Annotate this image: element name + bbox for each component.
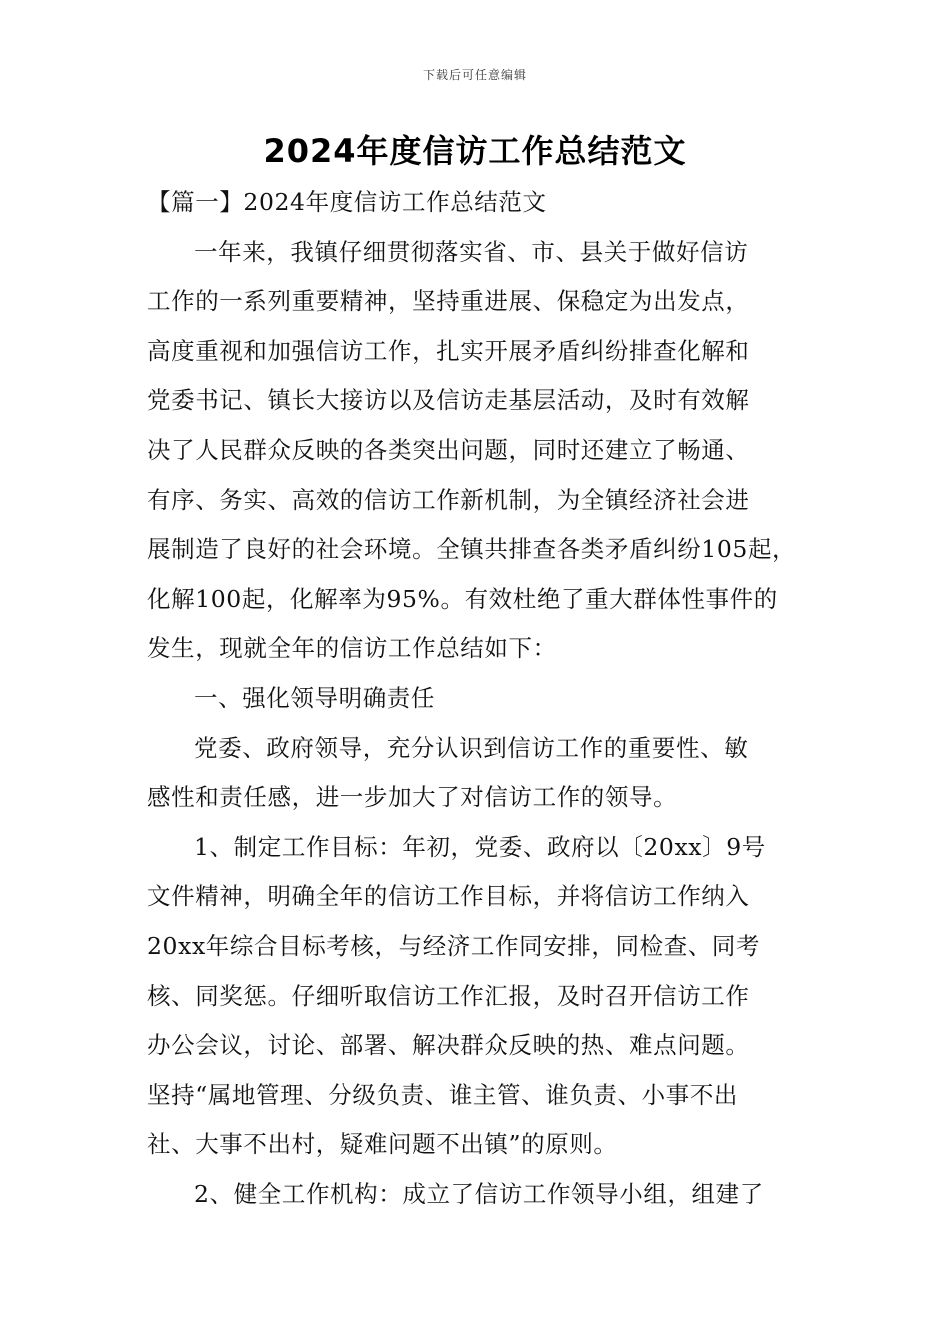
text-line: 一、强化领导明确责任 [194,683,435,712]
text-line: 办公会议，讨论、部署、解决群众反映的热、难点问题。 [147,1031,750,1060]
text-line: 化解100起，化解率为95%。有效杜绝了重大群体性事件的 [147,584,778,613]
text-line: 决了人民群众反映的各类突出问题，同时还建立了畅通、 [147,435,750,464]
text-line: 社、大事不出村，疑难问题不出镇”的原则。 [147,1130,618,1159]
text-line: 20xx年综合目标考核，与经济工作同安排，同检查、同考 [147,931,761,960]
text-line: 有序、务实、高效的信访工作新机制，为全镇经济社会进 [147,485,750,514]
document-body [147,178,807,1219]
page-title: 2024年度信访工作总结范文 [263,132,687,170]
text-line: 党委书记、镇长大接访以及信访走基层活动，及时有效解 [147,386,750,415]
header-note: 下载后可任意编辑 [422,68,527,82]
text-line: 【篇一】2024年度信访工作总结范文 [147,188,547,216]
text-line: 一年来，我镇仔细贯彻落实省、市、县关于做好信访 [194,237,749,266]
text-line: 党委、政府领导，充分认识到信访工作的重要性、敏 [194,733,749,762]
text-line: 坚持“属地管理、分级负责、谁主管、谁负责、小事不出 [147,1080,739,1109]
text-line: 2、健全工作机构：成立了信访工作领导小组，组建了 [194,1179,764,1208]
text-line: 感性和责任感，进一步加大了对信访工作的领导。 [147,783,678,812]
text-line: 展制造了良好的社会环境。全镇共排查各类矛盾纠纷105起， [147,535,797,564]
text-line: 1、制定工作目标：年初，党委、政府以〔20xx〕9号 [194,832,766,861]
text-line: 工作的一系列重要精神，坚持重进展、保稳定为出发点， [147,287,750,316]
text-line: 发生，现就全年的信访工作总结如下： [147,634,557,663]
text-line: 核、同奖惩。仔细听取信访工作汇报，及时召开信访工作 [147,981,750,1010]
text-line: 文件精神，明确全年的信访工作目标，并将信访工作纳入 [147,882,750,911]
text-line: 高度重视和加强信访工作，扎实开展矛盾纠纷排查化解和 [147,336,750,365]
